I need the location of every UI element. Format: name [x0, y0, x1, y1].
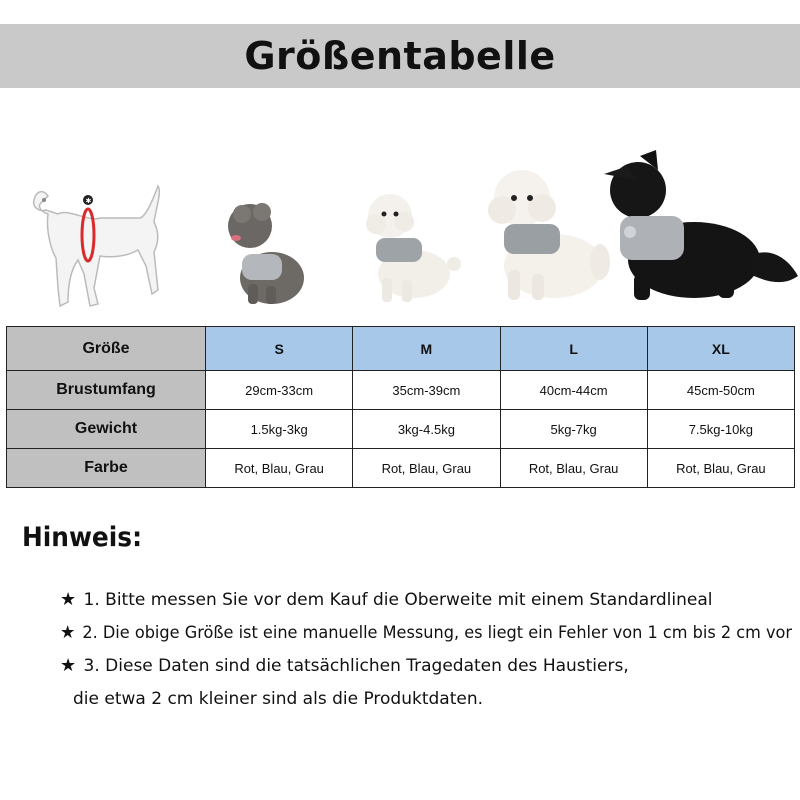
star-icon: ★	[60, 622, 76, 643]
table-row	[7, 371, 795, 410]
table-row	[7, 327, 795, 371]
table-cell: 5kg-7kg	[500, 410, 647, 449]
dog-size-l	[484, 166, 614, 306]
table-cell: 1.5kg-3kg	[206, 410, 353, 449]
note-heading: Hinweis:	[22, 522, 143, 553]
note-line	[60, 655, 629, 676]
size-cell: XL	[647, 327, 794, 371]
note-text: 2. Die obige Größe ist eine manuelle Messung, es liegt ein Fehler von 1 cm bis 2 cm vor	[82, 623, 793, 643]
page-title: Größentabelle	[244, 34, 556, 78]
dog-size-s	[222, 198, 312, 308]
size-table	[6, 326, 795, 488]
table-cell: Rot, Blau, Grau	[647, 449, 794, 488]
dog-size-m	[362, 188, 462, 308]
table-cell: 45cm-50cm	[647, 371, 794, 410]
table-cell: 40cm-44cm	[500, 371, 647, 410]
note-text: die etwa 2 cm kleiner sind als die Produktdaten.	[73, 689, 484, 709]
note-text: 3. Diese Daten sind die tatsächlichen Tragedaten des Haustiers,	[83, 656, 629, 676]
table-cell: Rot, Blau, Grau	[206, 449, 353, 488]
dog-illustrations	[0, 140, 800, 320]
table-cell: 3kg-4.5kg	[353, 410, 500, 449]
dog-measure-icon	[28, 178, 178, 313]
row-label: Größe	[7, 327, 206, 371]
title-bar	[0, 24, 800, 88]
svg-text:✱: ✱	[85, 197, 92, 205]
row-label: Farbe	[7, 449, 206, 488]
star-icon: ★	[60, 655, 77, 676]
dog-size-xl	[600, 146, 800, 306]
note-text: 1. Bitte messen Sie vor dem Kauf die Oberweite mit einem Standardlineal	[83, 590, 713, 610]
note-line	[60, 589, 713, 610]
table-cell: 7.5kg-10kg	[647, 410, 794, 449]
star-icon: ★	[60, 589, 77, 610]
table-cell: Rot, Blau, Grau	[500, 449, 647, 488]
row-label: Gewicht	[7, 410, 206, 449]
note-line	[60, 622, 792, 643]
table-row	[7, 410, 795, 449]
table-cell: 29cm-33cm	[206, 371, 353, 410]
row-label: Brustumfang	[7, 371, 206, 410]
size-cell: L	[500, 327, 647, 371]
size-cell: S	[206, 327, 353, 371]
note-line	[73, 689, 483, 709]
table-row	[7, 449, 795, 488]
size-cell: M	[353, 327, 500, 371]
table-cell: Rot, Blau, Grau	[353, 449, 500, 488]
table-cell: 35cm-39cm	[353, 371, 500, 410]
